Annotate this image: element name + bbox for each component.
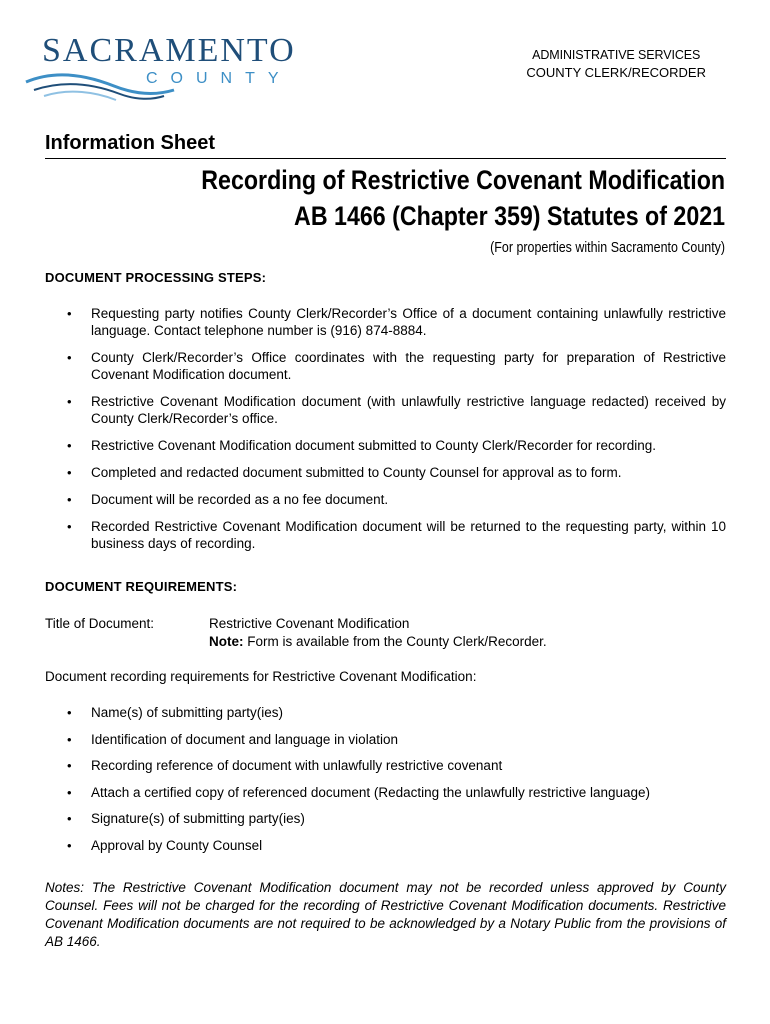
title-subtitle: (For properties within Sacramento County)	[490, 240, 725, 256]
list-item: • Recording reference of document with unlawfully restrictive covenant	[45, 757, 726, 774]
list-item: • Approval by County Counsel	[45, 837, 726, 854]
title-of-document-value	[209, 615, 547, 651]
office-header	[526, 46, 706, 82]
title-line-1: Recording of Restrictive Covenant Modification	[201, 165, 725, 195]
list-item: • Completed and redacted document submitted to County Counsel for approval as to form.	[45, 464, 726, 481]
list-item: • Restrictive Covenant Modification document (with unlawfully restrictive language redacted) received by County Clerk/Recorder’s office.	[45, 393, 726, 427]
title-line-2: AB 1466 (Chapter 359) Statutes of 2021	[293, 201, 725, 231]
list-item: • Recorded Restrictive Covenant Modification document will be returned to the requesting party, within 10 business days of recording.	[45, 518, 726, 552]
list-item: • Requesting party notifies County Clerk/Recorder’s Office of a document containing unlawfully restrictive language. Contact telephone number is (916) 874-8884.	[45, 305, 726, 339]
office-name: COUNTY CLERK/RECORDER	[526, 65, 706, 80]
department-name: ADMINISTRATIVE SERVICES	[532, 48, 701, 62]
logo-subtext: COUNTY	[146, 70, 292, 87]
sacramento-county-logo	[24, 30, 304, 110]
title-of-document-label: Title of Document:	[45, 616, 155, 631]
processing-steps-list	[45, 305, 726, 562]
list-item: • Signature(s) of submitting party(ies)	[45, 810, 726, 827]
list-item: • Document will be recorded as a no fee document.	[45, 491, 726, 508]
note-text: Form is available from the County Clerk/Recorder.	[243, 634, 547, 649]
requirements-heading: DOCUMENT REQUIREMENTS:	[45, 579, 238, 594]
list-item: • Attach a certified copy of referenced document (Redacting the unlawfully restrictive language)	[45, 784, 726, 801]
heading-divider	[45, 158, 726, 159]
list-item: • Name(s) of submitting party(ies)	[45, 704, 726, 721]
list-item: • County Clerk/Recorder’s Office coordinates with the requesting party for preparation of Restrictive Covenant Modification document.	[45, 349, 726, 383]
processing-steps-heading: DOCUMENT PROCESSING STEPS:	[45, 270, 267, 285]
list-item: • Identification of document and language in violation	[45, 731, 726, 748]
title-value-text: Restrictive Covenant Modification	[209, 616, 410, 631]
logo-wordmark: SACRAMENTO	[42, 32, 296, 69]
requirements-intro: Document recording requirements for Restrictive Covenant Modification:	[45, 669, 477, 684]
note-label: Note:	[209, 634, 244, 649]
notes-paragraph: Notes: The Restrictive Covenant Modification document may not be recorded unless approved by County Counsel. Fees will not be charged for the recording of Restrictive Covenant Modification documents. Restrictive Covenant Modification documents are not required to be acknowledged by a Notary Public from the provisions of AB 1466.	[45, 880, 726, 949]
list-item: • Restrictive Covenant Modification document submitted to County Clerk/Recorder for recording.	[45, 437, 726, 454]
document-title	[116, 162, 725, 260]
requirements-list	[45, 704, 726, 863]
info-sheet-heading: Information Sheet	[45, 132, 216, 154]
